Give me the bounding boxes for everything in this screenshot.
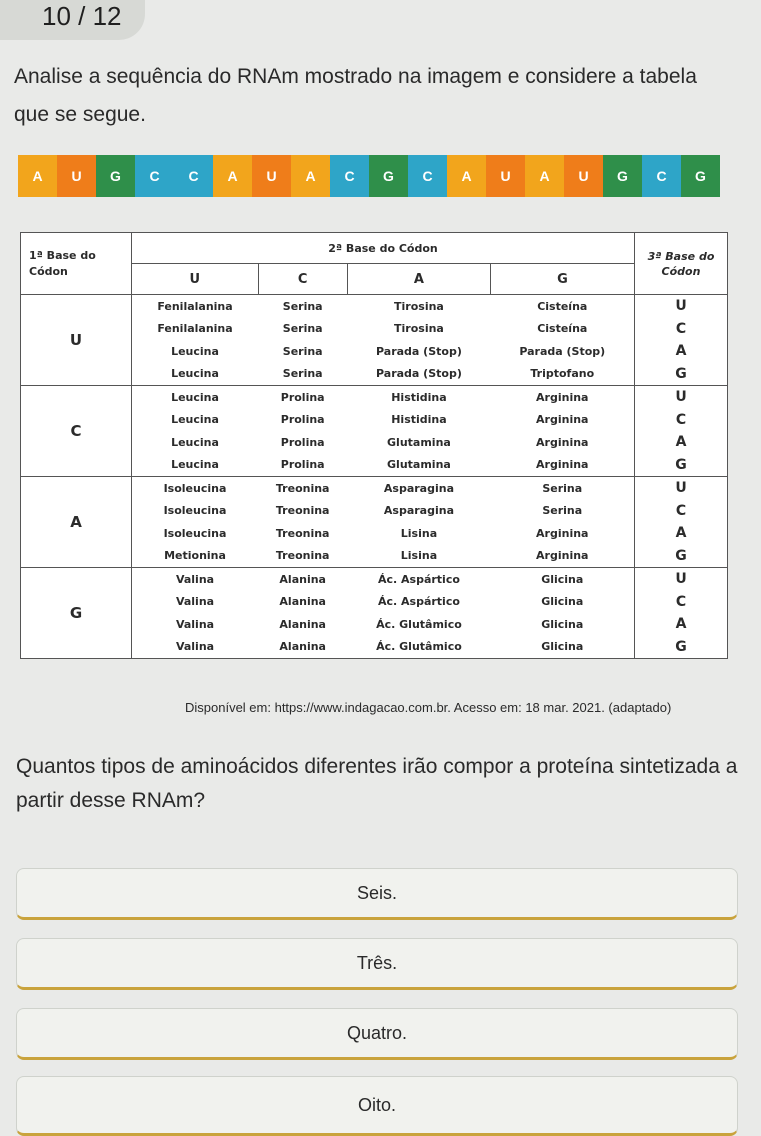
amino-acid-cell: Metionina: [132, 544, 259, 567]
third-base-cell: A: [635, 613, 728, 635]
amino-acid-cell: Arginina: [491, 453, 635, 476]
nucleotide: C: [408, 155, 447, 197]
amino-acid-cell: Alanina: [279, 617, 326, 631]
prompt-text: Analise a sequência do RNAm mostrado na imagem e considere a tabela que se segue.: [14, 65, 697, 126]
amino-acid-cell: Glicina: [541, 595, 584, 609]
third-base-cell: U: [635, 476, 728, 499]
nucleotide: U: [564, 155, 603, 197]
amino-acid-cell: Arginina: [536, 526, 589, 540]
amino-acid-cell: Histidina: [391, 390, 447, 404]
column-header: G: [491, 264, 635, 295]
amino-acid-cell: Fenilalanina: [157, 322, 233, 336]
third-base-cell: C: [635, 408, 728, 430]
third-base-cell: G: [635, 362, 728, 385]
amino-acid-cell: Ác. Glutâmico: [376, 617, 462, 631]
third-base-cell: G: [635, 453, 728, 476]
third-base-cell: G: [635, 635, 728, 658]
amino-acid-cell: Leucina: [171, 413, 219, 427]
amino-acid-cell: Parada (Stop): [519, 344, 606, 358]
amino-acid-cell: Isoleucina: [163, 481, 227, 495]
nucleotide: A: [525, 155, 564, 197]
amino-acid-cell: Valina: [175, 595, 215, 609]
amino-acid-cell: Fenilalanina: [157, 299, 233, 313]
amino-acid-cell: Treonina: [275, 481, 330, 495]
amino-acid-cell: Glicina: [541, 617, 584, 631]
nucleotide: C: [135, 155, 174, 197]
amino-acid-cell: Serina: [282, 322, 323, 336]
amino-acid-cell: Isoleucina: [163, 526, 227, 540]
amino-acid-cell: Cisteína: [537, 299, 588, 313]
third-base-header: 3ª Base do Códon: [635, 233, 728, 295]
amino-acid-cell: Leucina: [132, 453, 259, 476]
nucleotide: C: [330, 155, 369, 197]
amino-acid-cell: Ác. Aspártico: [377, 595, 460, 609]
third-base-cell: C: [635, 590, 728, 612]
nucleotide: G: [369, 155, 408, 197]
answer-option-4[interactable]: Oito.: [16, 1076, 738, 1136]
amino-acid-cell: Ác. Aspártico: [377, 572, 460, 586]
amino-acid-cell: Prolina: [258, 453, 347, 476]
amino-acid-cell: Leucina: [171, 344, 219, 358]
amino-acid-cell: Prolina: [280, 390, 325, 404]
amino-acid-cell: Alanina: [279, 640, 326, 654]
nucleotide: A: [291, 155, 330, 197]
nucleotide: G: [96, 155, 135, 197]
amino-acid-cell: Treonina: [275, 504, 330, 518]
amino-acid-cell: Tirosina: [394, 322, 444, 336]
amino-acid-cell: Histidina: [391, 413, 447, 427]
source-citation: Disponível em: https://www.indagacao.com.br. Acesso em: 18 mar. 2021. (adaptado): [185, 700, 672, 715]
codon-table-image: [20, 232, 728, 659]
nucleotide: A: [447, 155, 486, 197]
first-base-cell: C: [21, 385, 132, 476]
amino-acid-cell: Serina: [542, 504, 583, 518]
nucleotide: C: [642, 155, 681, 197]
third-base-cell: U: [635, 295, 728, 318]
amino-acid-cell: Isoleucina: [163, 504, 227, 518]
amino-acid-cell: Serina: [282, 299, 323, 313]
answer-option-1[interactable]: Seis.: [16, 868, 738, 920]
amino-acid-cell: Triptofano: [491, 362, 635, 385]
second-base-header: 2ª Base do Códon: [132, 233, 635, 264]
amino-acid-cell: Treonina: [275, 526, 330, 540]
rna-sequence-strip: [18, 155, 720, 197]
amino-acid-cell: Prolina: [280, 435, 325, 449]
amino-acid-cell: Glicina: [541, 640, 584, 654]
third-base-cell: A: [635, 431, 728, 453]
amino-acid-cell: Parada (Stop): [376, 344, 462, 358]
amino-acid-cell: Serina: [258, 362, 347, 385]
nucleotide: U: [486, 155, 525, 197]
question-counter: 10 / 12: [0, 0, 145, 40]
amino-acid-cell: Treonina: [258, 544, 347, 567]
amino-acid-cell: Asparagina: [383, 504, 454, 518]
amino-acid-cell: Glicina: [541, 572, 584, 586]
amino-acid-cell: Serina: [282, 344, 323, 358]
nucleotide: U: [252, 155, 291, 197]
first-base-cell: G: [21, 567, 132, 658]
amino-acid-cell: Parada (Stop): [347, 362, 490, 385]
first-base-cell: A: [21, 476, 132, 567]
nucleotide: C: [174, 155, 213, 197]
column-header: A: [347, 264, 490, 295]
third-base-cell: C: [635, 318, 728, 340]
amino-acid-cell: Leucina: [132, 362, 259, 385]
nucleotide: G: [603, 155, 642, 197]
third-base-cell: U: [635, 385, 728, 408]
first-base-cell: U: [21, 295, 132, 386]
amino-acid-cell: Arginina: [536, 435, 589, 449]
nucleotide: U: [57, 155, 96, 197]
amino-acid-cell: Valina: [175, 572, 215, 586]
amino-acid-cell: Arginina: [536, 390, 589, 404]
amino-acid-cell: Lisina: [347, 544, 490, 567]
amino-acid-cell: Arginina: [536, 413, 589, 427]
amino-acid-cell: Ác. Glutâmico: [376, 640, 462, 654]
amino-acid-cell: Arginina: [491, 544, 635, 567]
answer-option-3[interactable]: Quatro.: [16, 1008, 738, 1060]
answer-option-2[interactable]: Três.: [16, 938, 738, 990]
amino-acid-cell: Valina: [175, 617, 215, 631]
amino-acid-cell: Lisina: [400, 526, 438, 540]
nucleotide: A: [18, 155, 57, 197]
first-base-header: 1ª Base do Códon: [21, 233, 132, 295]
amino-acid-cell: Leucina: [171, 390, 219, 404]
amino-acid-cell: Alanina: [279, 595, 326, 609]
amino-acid-cell: Glutamina: [347, 453, 490, 476]
amino-acid-cell: Serina: [542, 481, 583, 495]
amino-acid-cell: Asparagina: [383, 481, 454, 495]
third-base-cell: A: [635, 522, 728, 544]
amino-acid-cell: Tirosina: [394, 299, 444, 313]
codon-table: [21, 233, 727, 658]
amino-acid-cell: Alanina: [279, 572, 326, 586]
third-base-cell: G: [635, 544, 728, 567]
column-header: C: [258, 264, 347, 295]
question-text: Quantos tipos de aminoácidos diferentes irão compor a proteína sintetizada a partir desse RNAm?: [16, 755, 738, 812]
third-base-cell: U: [635, 567, 728, 590]
third-base-cell: A: [635, 340, 728, 362]
column-header: U: [132, 264, 259, 295]
amino-acid-cell: Prolina: [280, 413, 325, 427]
amino-acid-cell: Glutamina: [387, 435, 451, 449]
amino-acid-cell: Leucina: [171, 435, 219, 449]
third-base-cell: C: [635, 499, 728, 521]
amino-acid-cell: Valina: [175, 640, 215, 654]
amino-acid-cell: Cisteína: [537, 322, 588, 336]
nucleotide: G: [681, 155, 720, 197]
nucleotide: A: [213, 155, 252, 197]
